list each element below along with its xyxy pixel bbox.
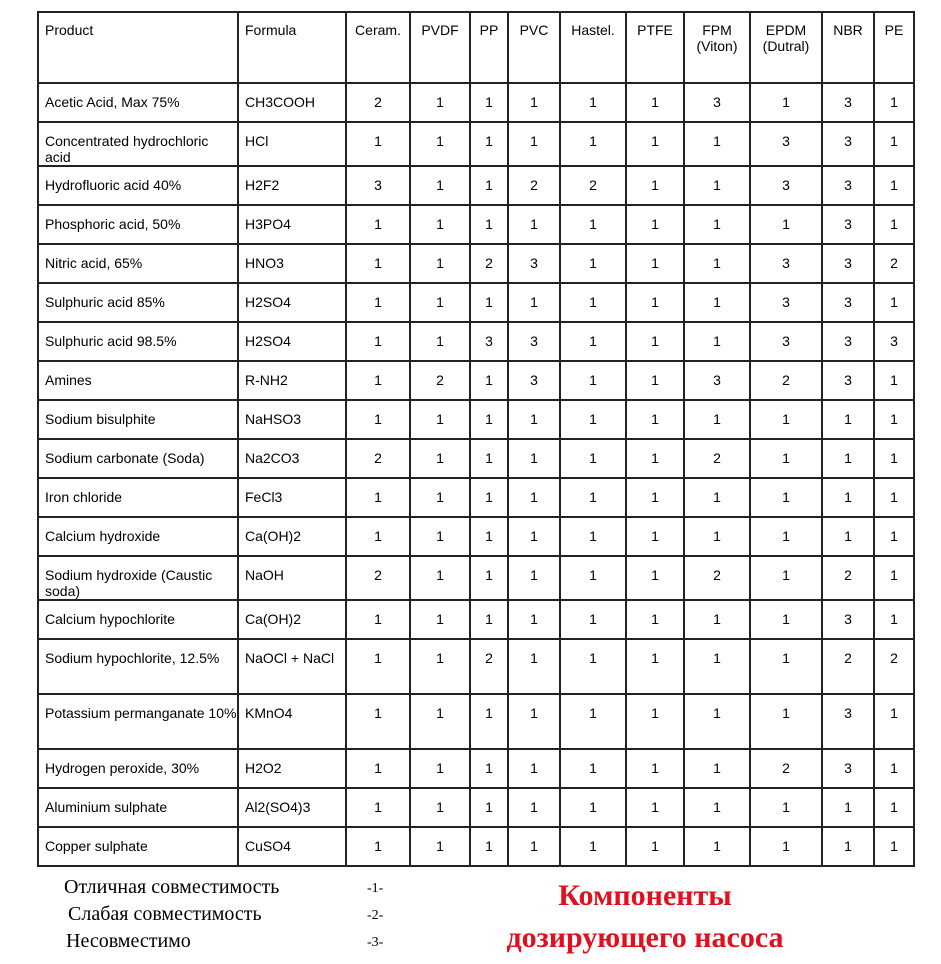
legend-code-excellent: -1- <box>367 881 384 896</box>
rating-cell: 1 <box>750 517 822 556</box>
table-row <box>38 827 914 866</box>
rating-cell: 2 <box>346 556 410 600</box>
rating-cell: 1 <box>560 694 626 749</box>
rating-cell: 1 <box>410 400 470 439</box>
rating-cell: 1 <box>874 517 914 556</box>
rating-cell: 1 <box>560 639 626 694</box>
rating-cell: 1 <box>508 556 560 600</box>
column-header <box>560 12 626 83</box>
rating-cell: 1 <box>750 83 822 122</box>
rating-cell: 1 <box>750 478 822 517</box>
rating-cell: 3 <box>750 322 822 361</box>
rating-cell: 1 <box>626 600 684 639</box>
formula-cell: Na2CO3 <box>238 439 346 478</box>
product-cell: Amines <box>38 361 238 400</box>
rating-cell: 1 <box>470 283 508 322</box>
rating-cell: 1 <box>874 439 914 478</box>
rating-cell: 1 <box>874 83 914 122</box>
product-cell: Concentrated hydrochloric acid <box>38 122 238 166</box>
rating-cell: 1 <box>470 83 508 122</box>
rating-cell: 2 <box>470 639 508 694</box>
column-header <box>470 12 508 83</box>
formula-cell: R-NH2 <box>238 361 346 400</box>
rating-cell: 1 <box>560 478 626 517</box>
rating-cell: 1 <box>626 400 684 439</box>
rating-cell: 1 <box>560 205 626 244</box>
rating-cell: 1 <box>346 400 410 439</box>
table-row <box>38 556 914 600</box>
rating-cell: 1 <box>410 788 470 827</box>
rating-cell: 1 <box>410 283 470 322</box>
legend-code-weak: -2- <box>367 908 384 923</box>
table-body <box>38 83 914 866</box>
rating-cell: 1 <box>470 788 508 827</box>
rating-cell: 1 <box>508 83 560 122</box>
rating-cell: 1 <box>750 439 822 478</box>
rating-cell: 1 <box>874 166 914 205</box>
rating-cell: 1 <box>410 694 470 749</box>
rating-cell: 1 <box>346 749 410 788</box>
column-header <box>626 12 684 83</box>
rating-cell: 1 <box>346 517 410 556</box>
rating-cell: 1 <box>508 439 560 478</box>
rating-cell: 1 <box>684 788 750 827</box>
rating-cell: 1 <box>626 322 684 361</box>
page-title <box>470 875 820 959</box>
rating-cell: 1 <box>508 517 560 556</box>
compatibility-table <box>37 11 915 867</box>
product-cell: Iron chloride <box>38 478 238 517</box>
rating-cell: 1 <box>410 166 470 205</box>
formula-cell: NaHSO3 <box>238 400 346 439</box>
rating-cell: 3 <box>874 322 914 361</box>
rating-cell: 1 <box>684 749 750 788</box>
rating-cell: 1 <box>874 361 914 400</box>
product-cell: Hydrofluoric acid 40% <box>38 166 238 205</box>
legend-label-excellent: Отличная совместимость <box>64 876 280 898</box>
rating-cell: 1 <box>684 694 750 749</box>
rating-cell: 2 <box>874 639 914 694</box>
product-cell: Calcium hydroxide <box>38 517 238 556</box>
page-title-line2: дозирующего насоса <box>506 921 784 954</box>
formula-cell: KMnO4 <box>238 694 346 749</box>
rating-cell: 1 <box>508 205 560 244</box>
rating-cell: 1 <box>750 205 822 244</box>
rating-cell: 1 <box>560 122 626 166</box>
formula-cell: NaOCl + NaCl <box>238 639 346 694</box>
rating-cell: 1 <box>470 205 508 244</box>
rating-cell: 3 <box>684 361 750 400</box>
rating-cell: 1 <box>750 788 822 827</box>
rating-cell: 1 <box>470 749 508 788</box>
rating-cell: 1 <box>346 600 410 639</box>
rating-cell: 1 <box>626 244 684 283</box>
column-header-line1: PVDF <box>421 22 459 38</box>
rating-cell: 3 <box>822 283 874 322</box>
rating-cell: 3 <box>822 600 874 639</box>
rating-cell: 1 <box>626 439 684 478</box>
column-header-line1: NBR <box>833 22 863 38</box>
product-cell: Potassium permanganate 10% <box>38 694 238 749</box>
rating-cell: 1 <box>470 827 508 866</box>
table-row <box>38 749 914 788</box>
product-cell: Sodium bisulphite <box>38 400 238 439</box>
rating-cell: 3 <box>822 205 874 244</box>
rating-cell: 1 <box>508 694 560 749</box>
table-row <box>38 788 914 827</box>
column-header <box>684 12 750 83</box>
rating-cell: 1 <box>470 600 508 639</box>
rating-cell: 3 <box>822 322 874 361</box>
rating-cell: 3 <box>346 166 410 205</box>
formula-cell: H2SO4 <box>238 283 346 322</box>
rating-cell: 1 <box>874 205 914 244</box>
rating-cell: 1 <box>750 694 822 749</box>
table-row <box>38 166 914 205</box>
rating-cell: 1 <box>626 694 684 749</box>
formula-cell: H2O2 <box>238 749 346 788</box>
rating-cell: 1 <box>626 827 684 866</box>
rating-cell: 1 <box>750 639 822 694</box>
column-header-line1: Formula <box>245 22 297 38</box>
table-row <box>38 400 914 439</box>
rating-cell: 3 <box>822 122 874 166</box>
rating-cell: 1 <box>410 83 470 122</box>
rating-cell: 1 <box>684 600 750 639</box>
column-header <box>346 12 410 83</box>
table-row <box>38 439 914 478</box>
rating-cell: 1 <box>750 827 822 866</box>
product-cell: Copper sulphate <box>38 827 238 866</box>
rating-cell: 1 <box>470 694 508 749</box>
rating-cell: 1 <box>626 478 684 517</box>
rating-cell: 1 <box>626 205 684 244</box>
rating-cell: 1 <box>346 694 410 749</box>
header-row <box>38 12 914 83</box>
product-cell: Calcium hypochlorite <box>38 600 238 639</box>
column-header-line1: Ceram. <box>355 22 401 38</box>
table-row <box>38 83 914 122</box>
rating-cell: 1 <box>822 478 874 517</box>
column-header-line1: PP <box>479 22 499 38</box>
column-header-line2: (Viton) <box>696 38 738 54</box>
table-row <box>38 694 914 749</box>
rating-cell: 1 <box>470 517 508 556</box>
formula-cell: Ca(OH)2 <box>238 600 346 639</box>
rating-cell: 1 <box>410 439 470 478</box>
rating-cell: 2 <box>822 639 874 694</box>
rating-cell: 1 <box>410 827 470 866</box>
rating-cell: 1 <box>508 600 560 639</box>
formula-cell: Al2(SO4)3 <box>238 788 346 827</box>
rating-cell: 1 <box>410 478 470 517</box>
rating-cell: 1 <box>346 322 410 361</box>
column-header-line1: PVC <box>519 22 549 38</box>
rating-cell: 2 <box>410 361 470 400</box>
rating-cell: 3 <box>822 166 874 205</box>
rating-cell: 1 <box>626 283 684 322</box>
rating-cell: 1 <box>626 361 684 400</box>
formula-cell: H2F2 <box>238 166 346 205</box>
table-row <box>38 478 914 517</box>
product-cell: Sodium hypochlorite, 12.5% <box>38 639 238 694</box>
rating-cell: 1 <box>410 639 470 694</box>
rating-cell: 1 <box>560 517 626 556</box>
column-header-line2: (Dutral) <box>762 38 810 54</box>
table-row <box>38 361 914 400</box>
rating-cell: 1 <box>410 600 470 639</box>
rating-cell: 1 <box>684 400 750 439</box>
rating-cell: 1 <box>560 600 626 639</box>
rating-cell: 2 <box>750 361 822 400</box>
rating-cell: 1 <box>626 122 684 166</box>
rating-cell: 2 <box>684 439 750 478</box>
rating-cell: 1 <box>410 244 470 283</box>
table-row <box>38 122 914 166</box>
rating-cell: 1 <box>560 749 626 788</box>
column-header <box>822 12 874 83</box>
rating-cell: 1 <box>560 556 626 600</box>
rating-cell: 1 <box>560 83 626 122</box>
rating-cell: 1 <box>684 827 750 866</box>
rating-cell: 1 <box>684 122 750 166</box>
column-header-line1: EPDM <box>765 22 807 38</box>
rating-cell: 1 <box>626 556 684 600</box>
rating-cell: 1 <box>874 788 914 827</box>
rating-cell: 3 <box>822 83 874 122</box>
product-cell: Aluminium sulphate <box>38 788 238 827</box>
rating-cell: 3 <box>508 244 560 283</box>
table-row <box>38 205 914 244</box>
rating-cell: 1 <box>822 400 874 439</box>
column-header <box>410 12 470 83</box>
formula-cell: HNO3 <box>238 244 346 283</box>
formula-cell: H3PO4 <box>238 205 346 244</box>
rating-cell: 3 <box>750 283 822 322</box>
product-cell: Sulphuric acid 85% <box>38 283 238 322</box>
rating-cell: 1 <box>684 244 750 283</box>
table-row <box>38 639 914 694</box>
rating-cell: 3 <box>684 83 750 122</box>
rating-cell: 1 <box>750 556 822 600</box>
rating-cell: 2 <box>508 166 560 205</box>
column-header-line1: PE <box>884 22 904 38</box>
rating-cell: 1 <box>410 749 470 788</box>
rating-cell: 1 <box>750 600 822 639</box>
rating-cell: 1 <box>508 283 560 322</box>
rating-cell: 3 <box>822 749 874 788</box>
rating-cell: 1 <box>684 283 750 322</box>
rating-cell: 1 <box>560 400 626 439</box>
rating-cell: 3 <box>750 122 822 166</box>
column-header <box>38 12 238 83</box>
rating-cell: 1 <box>508 400 560 439</box>
rating-cell: 1 <box>470 439 508 478</box>
product-cell: Hydrogen peroxide, 30% <box>38 749 238 788</box>
rating-cell: 1 <box>410 556 470 600</box>
rating-cell: 3 <box>750 244 822 283</box>
rating-cell: 1 <box>822 827 874 866</box>
rating-cell: 1 <box>874 694 914 749</box>
product-cell: Sulphuric acid 98.5% <box>38 322 238 361</box>
rating-cell: 1 <box>508 478 560 517</box>
table-row <box>38 517 914 556</box>
rating-cell: 1 <box>470 556 508 600</box>
rating-cell: 1 <box>346 478 410 517</box>
column-header <box>874 12 914 83</box>
rating-cell: 3 <box>508 361 560 400</box>
rating-cell: 1 <box>560 827 626 866</box>
rating-cell: 1 <box>560 361 626 400</box>
rating-cell: 1 <box>874 556 914 600</box>
table-row <box>38 244 914 283</box>
rating-cell: 1 <box>508 788 560 827</box>
rating-cell: 1 <box>684 166 750 205</box>
rating-cell: 1 <box>626 639 684 694</box>
rating-cell: 1 <box>346 122 410 166</box>
rating-cell: 2 <box>346 439 410 478</box>
legend-label-weak: Слабая совместимость <box>68 903 262 925</box>
rating-cell: 1 <box>508 749 560 788</box>
formula-cell: HCl <box>238 122 346 166</box>
rating-cell: 1 <box>874 122 914 166</box>
page-title-line1: Компоненты <box>558 879 732 912</box>
table-row <box>38 600 914 639</box>
rating-cell: 1 <box>626 83 684 122</box>
rating-cell: 1 <box>874 749 914 788</box>
rating-cell: 2 <box>470 244 508 283</box>
column-header <box>508 12 560 83</box>
rating-cell: 3 <box>822 361 874 400</box>
rating-cell: 3 <box>822 244 874 283</box>
rating-cell: 1 <box>684 517 750 556</box>
column-header-line1: Hastel. <box>571 22 615 38</box>
rating-cell: 1 <box>822 788 874 827</box>
rating-cell: 1 <box>684 322 750 361</box>
rating-cell: 1 <box>560 439 626 478</box>
rating-cell: 1 <box>684 205 750 244</box>
rating-cell: 1 <box>560 244 626 283</box>
rating-cell: 1 <box>822 517 874 556</box>
rating-cell: 1 <box>470 122 508 166</box>
rating-cell: 1 <box>508 827 560 866</box>
rating-cell: 1 <box>346 788 410 827</box>
rating-cell: 2 <box>822 556 874 600</box>
table-row <box>38 322 914 361</box>
column-header <box>238 12 346 83</box>
rating-cell: 1 <box>874 400 914 439</box>
rating-cell: 1 <box>470 400 508 439</box>
formula-cell: Ca(OH)2 <box>238 517 346 556</box>
column-header <box>750 12 822 83</box>
rating-cell: 3 <box>508 322 560 361</box>
formula-cell: H2SO4 <box>238 322 346 361</box>
rating-cell: 3 <box>750 166 822 205</box>
rating-cell: 1 <box>470 166 508 205</box>
column-header-line1: Product <box>45 22 94 38</box>
rating-cell: 1 <box>626 517 684 556</box>
rating-cell: 1 <box>508 639 560 694</box>
rating-cell: 1 <box>626 788 684 827</box>
rating-cell: 3 <box>822 694 874 749</box>
legend-code-incompatible: -3- <box>367 935 384 950</box>
rating-cell: 2 <box>684 556 750 600</box>
rating-cell: 1 <box>822 439 874 478</box>
rating-cell: 1 <box>874 600 914 639</box>
rating-cell: 1 <box>684 639 750 694</box>
rating-cell: 1 <box>560 788 626 827</box>
rating-cell: 1 <box>410 322 470 361</box>
column-header-line1: FPM <box>702 22 732 38</box>
rating-cell: 1 <box>874 478 914 517</box>
product-cell: Acetic Acid, Max 75% <box>38 83 238 122</box>
rating-cell: 2 <box>346 83 410 122</box>
product-cell: Sodium carbonate (Soda) <box>38 439 238 478</box>
rating-cell: 1 <box>346 244 410 283</box>
rating-cell: 1 <box>874 283 914 322</box>
rating-cell: 1 <box>470 361 508 400</box>
rating-cell: 1 <box>346 361 410 400</box>
rating-cell: 1 <box>346 827 410 866</box>
rating-cell: 1 <box>346 639 410 694</box>
legend-label-incompatible: Несовместимо <box>66 930 191 952</box>
rating-cell: 2 <box>560 166 626 205</box>
formula-cell: CH3COOH <box>238 83 346 122</box>
rating-cell: 2 <box>750 749 822 788</box>
rating-cell: 1 <box>874 827 914 866</box>
formula-cell: CuSO4 <box>238 827 346 866</box>
formula-cell: FeCl3 <box>238 478 346 517</box>
rating-cell: 1 <box>470 478 508 517</box>
product-cell: Sodium hydroxide (Caustic soda) <box>38 556 238 600</box>
rating-cell: 1 <box>346 283 410 322</box>
rating-cell: 1 <box>684 478 750 517</box>
rating-cell: 1 <box>410 205 470 244</box>
rating-cell: 1 <box>508 122 560 166</box>
rating-cell: 1 <box>346 205 410 244</box>
column-header-line1: PTFE <box>637 22 673 38</box>
rating-cell: 1 <box>750 400 822 439</box>
rating-cell: 1 <box>560 322 626 361</box>
product-cell: Nitric acid, 65% <box>38 244 238 283</box>
rating-cell: 1 <box>626 166 684 205</box>
table-row <box>38 283 914 322</box>
rating-cell: 1 <box>410 517 470 556</box>
product-cell: Phosphoric acid, 50% <box>38 205 238 244</box>
rating-cell: 1 <box>560 283 626 322</box>
rating-cell: 1 <box>410 122 470 166</box>
rating-cell: 3 <box>470 322 508 361</box>
formula-cell: NaOH <box>238 556 346 600</box>
rating-cell: 1 <box>626 749 684 788</box>
rating-cell: 2 <box>874 244 914 283</box>
